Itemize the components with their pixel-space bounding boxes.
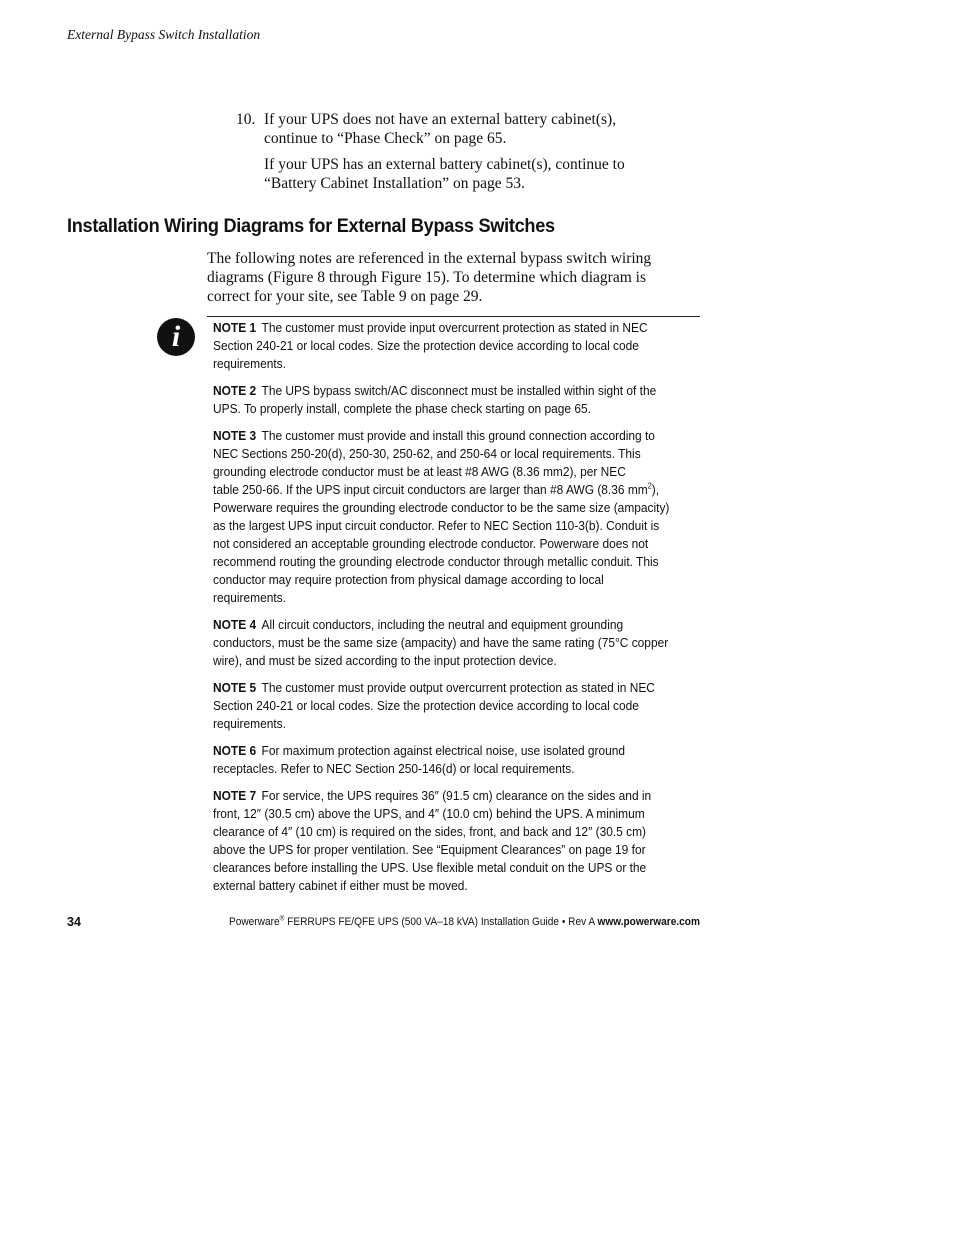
- note-2: [213, 382, 702, 418]
- note-line: as the largest UPS input circuit conductor. Refer to NEC Section 110-3(b). Conduit is: [213, 518, 660, 533]
- note-line: conductors, must be the same size (ampacity) and have the same rating (75°C copper: [213, 635, 669, 650]
- note-line: For service, the UPS requires 36″ (91.5 cm) clearance on the sides and in: [261, 788, 652, 803]
- step-p2-line: “Battery Cabinet Installation” on page 53.: [264, 175, 525, 192]
- footer-text: FERRUPS FE/QFE UPS (500 VA–18 kVA) Installation Guide • Rev A: [284, 916, 598, 928]
- section-heading: Installation Wiring Diagrams for External Bypass Switches: [67, 215, 555, 237]
- note-line: above the UPS for proper ventilation. See “Equipment Clearances” on page 19 for: [213, 842, 646, 857]
- note-line: front, 12″ (30.5 cm) above the UPS, and 4″ (10.0 cm) behind the UPS. A minimum: [213, 806, 645, 821]
- intro-line: correct for your site, see Table 9 on page 29.: [207, 288, 483, 305]
- note-line: requirements.: [213, 356, 286, 371]
- note-line: The customer must provide output overcurrent protection as stated in NEC: [261, 680, 655, 695]
- intro-line: The following notes are referenced in the external bypass switch wiring: [207, 250, 652, 267]
- step-p1-line: continue to “Phase Check” on page 65.: [264, 130, 507, 147]
- note-line: The customer must provide input overcurrent protection as stated in NEC: [261, 320, 648, 335]
- note-line: recommend routing the grounding electrode conductor through metallic conduit. This: [213, 554, 659, 569]
- note-4: [213, 616, 702, 670]
- footer-url[interactable]: www.powerware.com: [597, 916, 700, 928]
- step-paragraph-1: [264, 110, 706, 148]
- notes-list: [213, 319, 702, 904]
- note-6: [213, 742, 702, 778]
- intro-paragraph: [207, 249, 702, 306]
- step-10: [236, 110, 706, 200]
- note-line: For maximum protection against electrical noise, use isolated ground: [261, 743, 626, 758]
- note-7: [213, 787, 702, 895]
- note-line: UPS. To properly install, complete the phase check starting on page 65.: [213, 401, 591, 416]
- superscript: 2: [647, 481, 652, 491]
- note-label: NOTE 7: [213, 788, 257, 803]
- note-line: The UPS bypass switch/AC disconnect must be installed within sight of the: [261, 383, 657, 398]
- note-line: external battery cabinet if either must be moved.: [213, 878, 468, 893]
- note-line: wire), and must be sized according to the input protection device.: [213, 653, 557, 668]
- notes-top-rule: [207, 316, 700, 317]
- page-number: 34: [67, 915, 81, 929]
- note-1: [213, 319, 702, 373]
- step-p2-line: If your UPS has an external battery cabinet(s), continue to: [264, 156, 625, 173]
- footer-line: [229, 916, 700, 928]
- information-icon-glyph: i: [171, 320, 181, 353]
- note-line: All circuit conductors, including the neutral and equipment grounding: [261, 617, 624, 632]
- note-label: NOTE 3: [213, 428, 257, 443]
- note-line: grounding electrode conductor must be at least #8 AWG (8.36 mm2), per NEC: [213, 464, 626, 479]
- note-label: NOTE 5: [213, 680, 257, 695]
- note-line: clearance of 4″ (10 cm) is required on the sides, front, and back and 12″ (30.5 cm): [213, 824, 647, 839]
- footer-brand: Powerware: [228, 916, 280, 928]
- step-paragraph-2: [264, 155, 706, 193]
- running-head: External Bypass Switch Installation: [67, 27, 261, 42]
- note-label: NOTE 2: [213, 383, 257, 398]
- note-line: Section 240-21 or local codes. Size the protection device according to local code: [213, 338, 639, 353]
- registered-mark: ®: [279, 915, 285, 923]
- note-3: [213, 427, 702, 607]
- note-line: Section 240-21 or local codes. Size the protection device according to local code: [213, 698, 639, 713]
- note-line: clearances before installing the UPS. Use flexible metal conduit on the UPS or the: [213, 860, 647, 875]
- intro-line: diagrams (Figure 8 through Figure 15). To determine which diagram is: [207, 269, 646, 286]
- note-label: NOTE 4: [213, 617, 257, 632]
- note-label: NOTE 1: [213, 320, 257, 335]
- note-line: Powerware requires the grounding electrode conductor to be the same size (ampacity): [213, 500, 670, 515]
- note-line: conductor may require protection from physical damage according to local: [213, 572, 604, 587]
- note-line: requirements.: [213, 590, 286, 605]
- step-p1-line: If your UPS does not have an external battery cabinet(s),: [264, 111, 617, 128]
- note-line: not considered an acceptable grounding electrode conductor. Powerware does not: [213, 536, 649, 551]
- note-label: NOTE 6: [213, 743, 257, 758]
- step-number: 10.: [236, 111, 256, 128]
- note-line: table 250-66. If the UPS input circuit conductors are larger than #8 AWG (8.36 mm: [213, 482, 648, 497]
- note-line: The customer must provide and install this ground connection according to: [261, 428, 655, 443]
- note-line: NEC Sections 250-20(d), 250-30, 250-62, and 250-64 or local requirements. This: [213, 446, 641, 461]
- information-icon: [157, 318, 195, 356]
- note-5: [213, 679, 702, 733]
- note-line-tail: ),: [651, 482, 660, 497]
- note-line: requirements.: [213, 716, 286, 731]
- note-line: receptacles. Refer to NEC Section 250-146(d) or local requirements.: [213, 761, 575, 776]
